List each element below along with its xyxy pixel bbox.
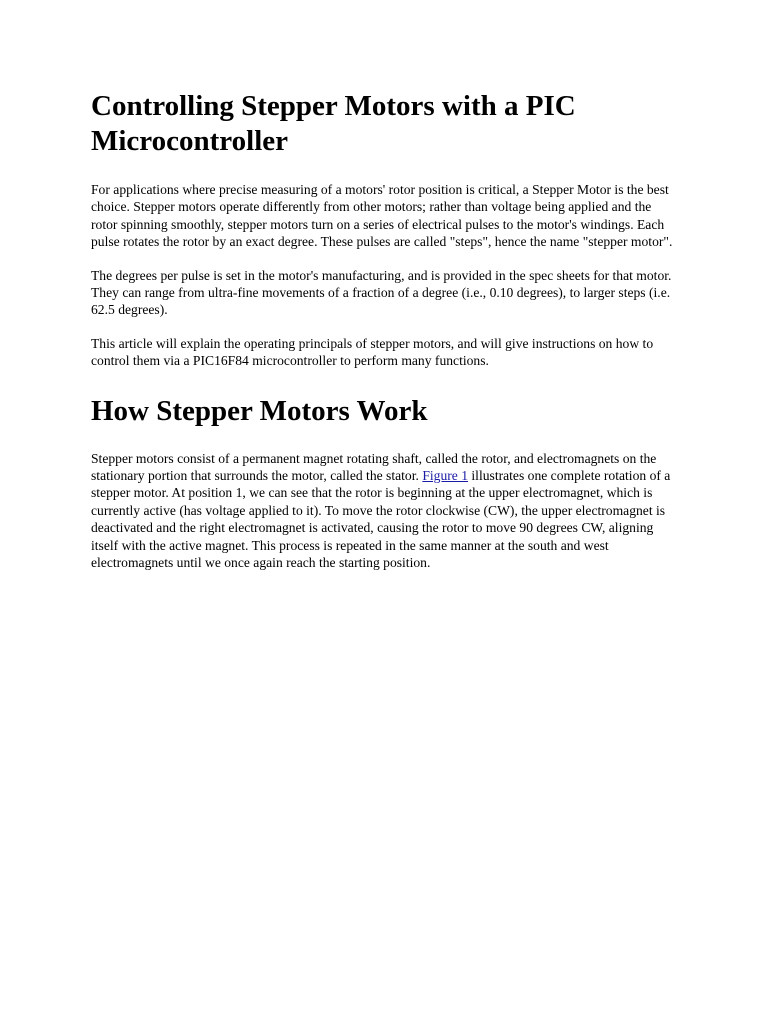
section-heading: How Stepper Motors Work	[91, 394, 428, 427]
figure-1-link[interactable]: Figure 1	[422, 468, 468, 484]
intro-paragraph-3: This article will explain the operating principals of stepper motors, and will give instructions on how to control them via a PIC16F84 microcontroller to perform many functions.	[91, 335, 654, 369]
section-paragraph	[91, 450, 681, 572]
intro-paragraph-1: For applications where precise measuring of a motors' rotor position is critical, a Stepper Motor is the best choice. Stepper motors operate differently from other motors; rather than voltage being applied and the rotor spinning smoothly, stepper motors turn on a series of electrical pulses to the motor's windings. Each pulse rotates the rotor by an exact degree. These pulses are called "steps", hence the name "stepper motor".	[91, 182, 673, 250]
section-paragraph-text-before-link: Stepper motors consist of a permanent magnet rotating shaft, called the rotor, and electromagnets on the stationary portion that surrounds the motor, called the stator.	[91, 450, 657, 484]
intro-paragraph-2: The degrees per pulse is set in the motor's manufacturing, and is provided in the spec sheets for that motor. They can range from ultra-fine movements of a fraction of a degree (i.e., 0.10 degrees), to larger steps (i.e. 62.5 degrees).	[91, 267, 672, 318]
document-body	[91, 89, 681, 588]
section-paragraph-text-after-link: illustrates one complete rotation of a stepper motor. At position 1, we can see that the rotor is beginning at the upper electromagnet, which is currently active (has voltage applied to it). To move the rotor clockwise (CW), the upper electromagnet is deactivated and the right electromagnet is activated, causing the rotor to move 90 degrees CW, aligning itself with the active magnet. This process is repeated in the same manner at the south and west electromagnets until we once again reach the starting position.	[91, 468, 671, 571]
page-title: Controlling Stepper Motors with a PIC Microcontroller	[91, 90, 576, 157]
